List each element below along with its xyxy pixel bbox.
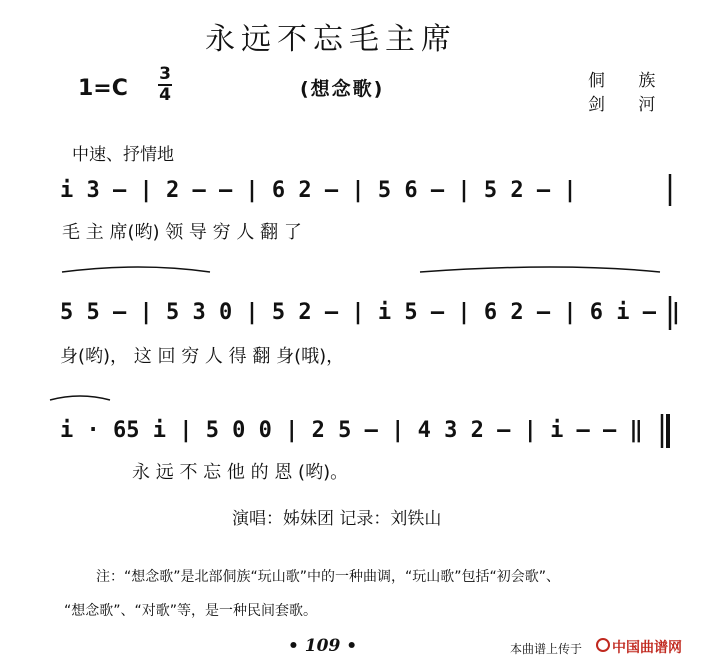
source-region: 剑 河: [588, 95, 670, 115]
song-title: 永远不忘毛主席: [205, 22, 457, 57]
page-number: • 109 •: [288, 636, 358, 656]
brand-name[interactable]: 中国曲谱网: [612, 640, 682, 656]
tempo-marking: 中速、抒情地: [72, 145, 174, 165]
annotation-line-1: 注：“想念歌”是北部侗族“玩山歌”中的一种曲调，“玩山歌”包括“初会歌”、: [96, 569, 561, 585]
slur-row3-a: [50, 396, 110, 400]
slur-row2-a: [62, 267, 210, 272]
lyrics-row-1: 毛 主 席(哟) 领 导 穷 人 翻 了: [62, 222, 302, 243]
notation-row-3: i · 65 i | 5 0 0 | 2 5 — | 4 3 2 — | i — — ‖: [60, 418, 643, 443]
time-signature-top: 3: [159, 64, 171, 84]
upload-text: 本曲谱上传于: [510, 642, 583, 656]
lyrics-row-3: 永 远 不 忘 他 的 恩 (哟)。: [132, 462, 349, 483]
notation-row-2: 5 5 — | 5 3 0 | 5 2 — | i 5 — | 6 2 — | 6 i — |: [60, 300, 683, 325]
slur-row2-b: [420, 267, 660, 272]
key-signature: 1=C: [78, 76, 128, 101]
notation-row-1: i 3 — | 2 — — | 6 2 — | 5 6 — | 5 2 — |: [60, 178, 577, 203]
performance-credit: 演唱：姊妹团 记录：刘铁山: [232, 509, 442, 529]
source-ethnicity: 侗 族: [588, 71, 670, 91]
time-signature-bottom: 4: [159, 85, 171, 105]
brand-logo-icon: [596, 638, 610, 652]
song-subtitle: (想念歌): [300, 78, 385, 100]
lyrics-row-2: 身(哟)， 这 回 穷 人 得 翻 身(哦)，: [60, 346, 345, 367]
annotation-line-2: “想念歌”、“对歌”等，是一种民间套歌。: [64, 603, 318, 619]
